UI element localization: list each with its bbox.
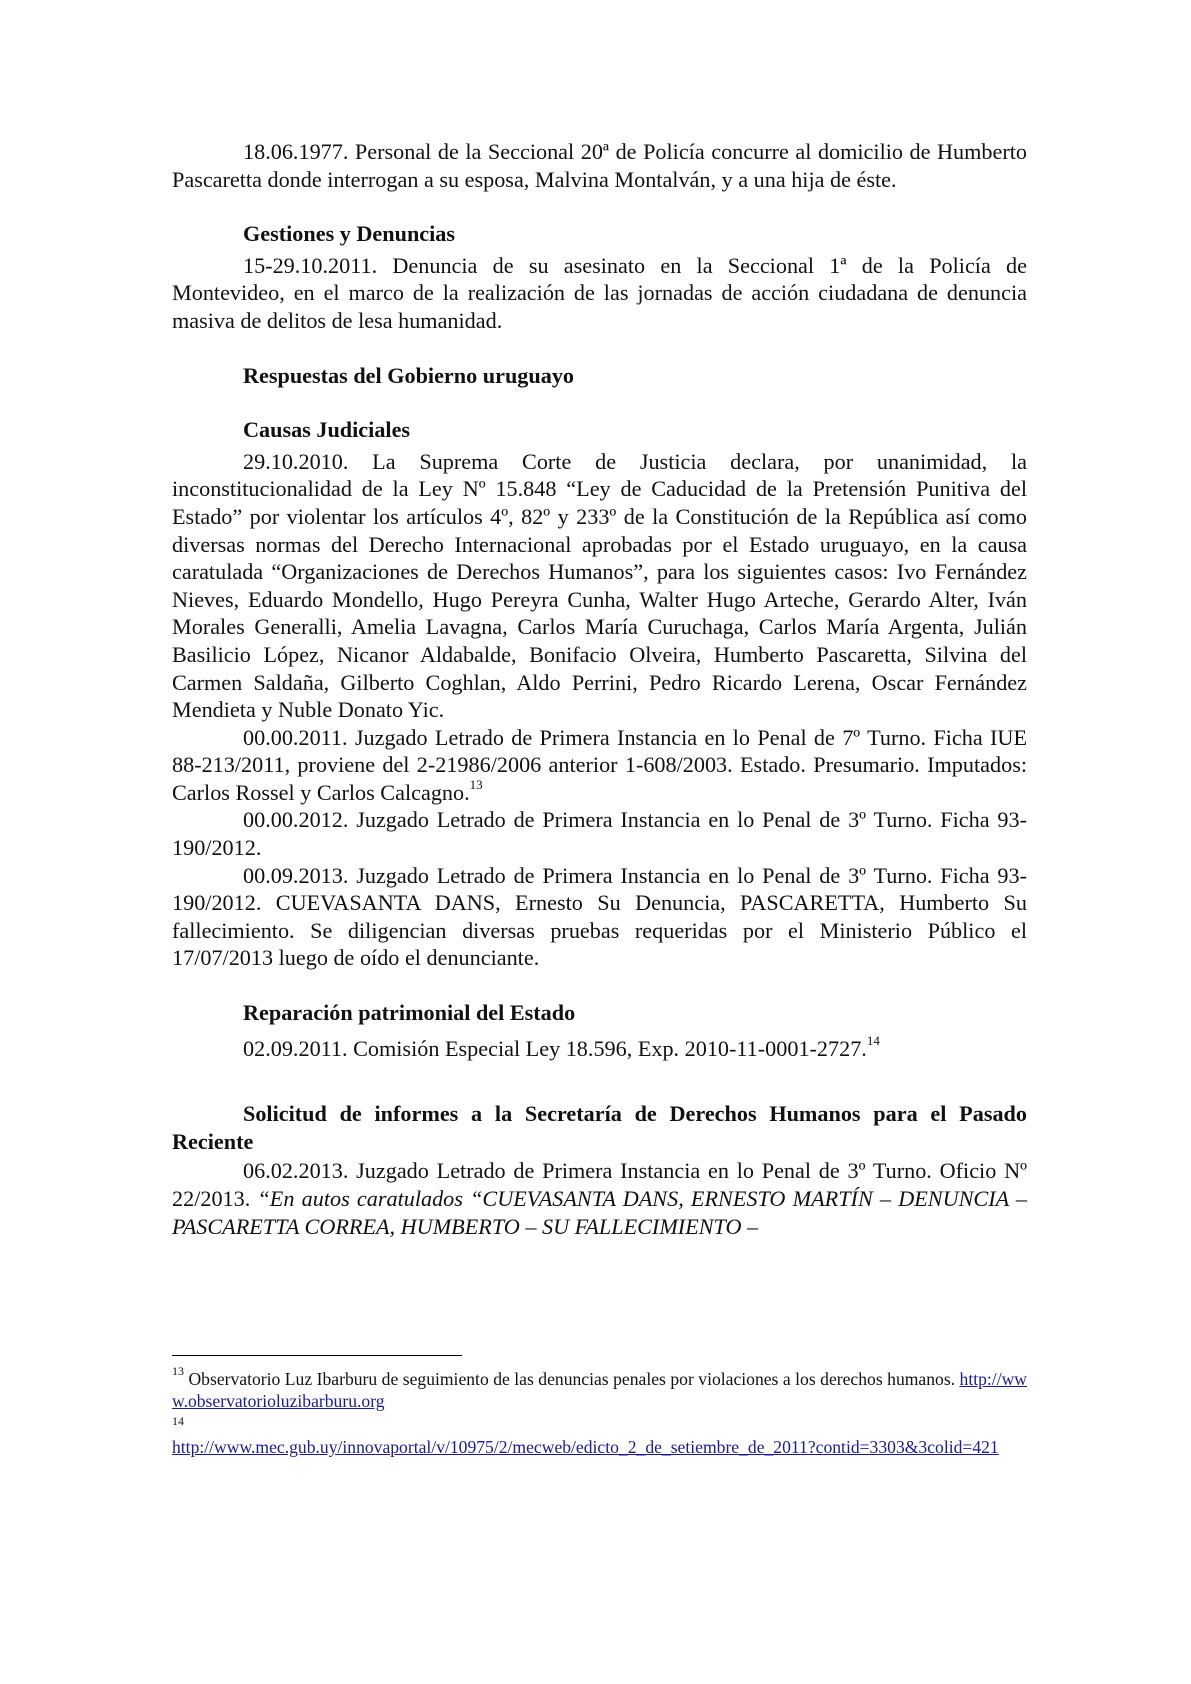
footnote-13 [172,1364,1027,1412]
paragraph-juzgado-2011 [172,724,1027,807]
heading-gestiones: Gestiones y Denuncias [243,221,456,247]
paragraph-suprema-corte: 29.10.2010. La Suprema Corte de Justicia declara, por unanimidad, la inconstitucionalidad de la Ley Nº 15.848 “Ley de Caducidad de la Pretensión Punitiva del Estado” por violentar los artículos 4º, 82º y 233º de la Constitución de la República así como diversas normas del Derecho Internacional aprobadas por el Estado uruguayo, en la causa caratulada “Organizaciones de Derechos Humanos”, para los siguientes casos: Ivo Fernández Nieves, Eduardo Mondello, Hugo Pereyra Cunha, Walter Hugo Arteche, Gerardo Alter, Iván Morales Generalli, Amelia Lavagna, Carlos María Curuchaga, Carlos María Argenta, Julián Basilicio López, Nicanor Aldabalde, Bonifacio Olveira, Humberto Pascaretta, Silvina del Carmen Saldaña, Gilberto Coghlan, Aldo Perrini, Pedro Ricardo Lerena, Oscar Fernández Mendieta y Nuble Donato Yic. [172,448,1027,723]
footnote-14 [172,1414,1027,1458]
footnote-ref-14[interactable]: 14 [866,1033,880,1049]
footnote-14-number: 14 [172,1414,184,1428]
paragraph-juzgado-2011-text: 00.00.2011. Juzgado Letrado de Primera Instancia en lo Penal de 7º Turno. Ficha IUE 88-213/2011, proviene del 2-21986/2006 anterior 1-608/2003. Estado. Presumario. Imputados: Carlos Rossel y Carlos Calcagno. [172,724,1027,805]
document-body [172,138,1027,1240]
footnote-13-link[interactable]: http://www.observatorioluzibarburu.org [172,1369,1027,1411]
heading-solicitud: Solicitud de informes a la Secretaría de Derechos Humanos para el Pasado Reciente [172,1101,1027,1154]
heading-reparacion: Reparación patrimonial del Estado [243,1000,576,1026]
paragraph-comision [172,1035,1027,1063]
footnote-ref-13[interactable]: 13 [469,777,483,793]
paragraph-juzgado-2013: 00.09.2013. Juzgado Letrado de Primera Instancia en lo Penal de 3º Turno. Ficha 93-190/2012. CUEVASANTA DANS, Ernesto Su Denuncia, PASCARETTA, Humberto Su fallecimiento. Se diligencian diversas pruebas requeridas por el Ministerio Público el 17/07/2013 luego de oído el denunciante. [172,862,1027,971]
footnote-14-link[interactable]: http://www.mec.gub.uy/innovaportal/v/10975/2/mecweb/edicto_2_de_setiembre_de_2011?contid=3303&3colid=421 [172,1437,999,1457]
paragraph-oficio [172,1157,1027,1240]
footnote-separator [172,1355,462,1356]
paragraph-1977: 18.06.1977. Personal de la Seccional 20ª de Policía concurre al domicilio de Humberto Pascaretta donde interrogan a su esposa, Malvina Montalván, y a una hija de éste. [172,139,1027,192]
heading-respuestas: Respuestas del Gobierno uruguayo [243,362,575,388]
paragraph-denuncia-2011: 15-29.10.2011. Denuncia de su asesinato en la Seccional 1ª de la Policía de Montevideo, en el marco de la realización de las jornadas de acción ciudadana de denuncia masiva de delitos de lesa humanidad. [172,252,1027,333]
paragraph-juzgado-2012: 00.00.2012. Juzgado Letrado de Primera Instancia en lo Penal de 3º Turno. Ficha 93-190/2012. [172,807,1027,861]
footnote-13-number: 13 [172,1364,184,1379]
heading-causas: Causas Judiciales [243,417,411,443]
paragraph-comision-text: 02.09.2011. Comisión Especial Ley 18.596, Exp. 2010-11-0001-2727. [243,1035,867,1061]
footnote-13-text: Observatorio Luz Ibarburu de seguimiento de las denuncias penales por violaciones a los derechos humanos. [184,1369,960,1389]
paragraph-oficio-quote: “En autos caratulados “CUEVASANTA DANS, ERNESTO MARTÍN – DENUNCIA – PASCARETTA CORREA, HUMBERTO – SU FALLECIMIENTO – [172,1186,1028,1239]
paragraph-oficio-text: 06.02.2013. Juzgado Letrado de Primera Instancia en lo Penal de 3º Turno. Oficio Nº 22/2013. [172,1158,1027,1211]
